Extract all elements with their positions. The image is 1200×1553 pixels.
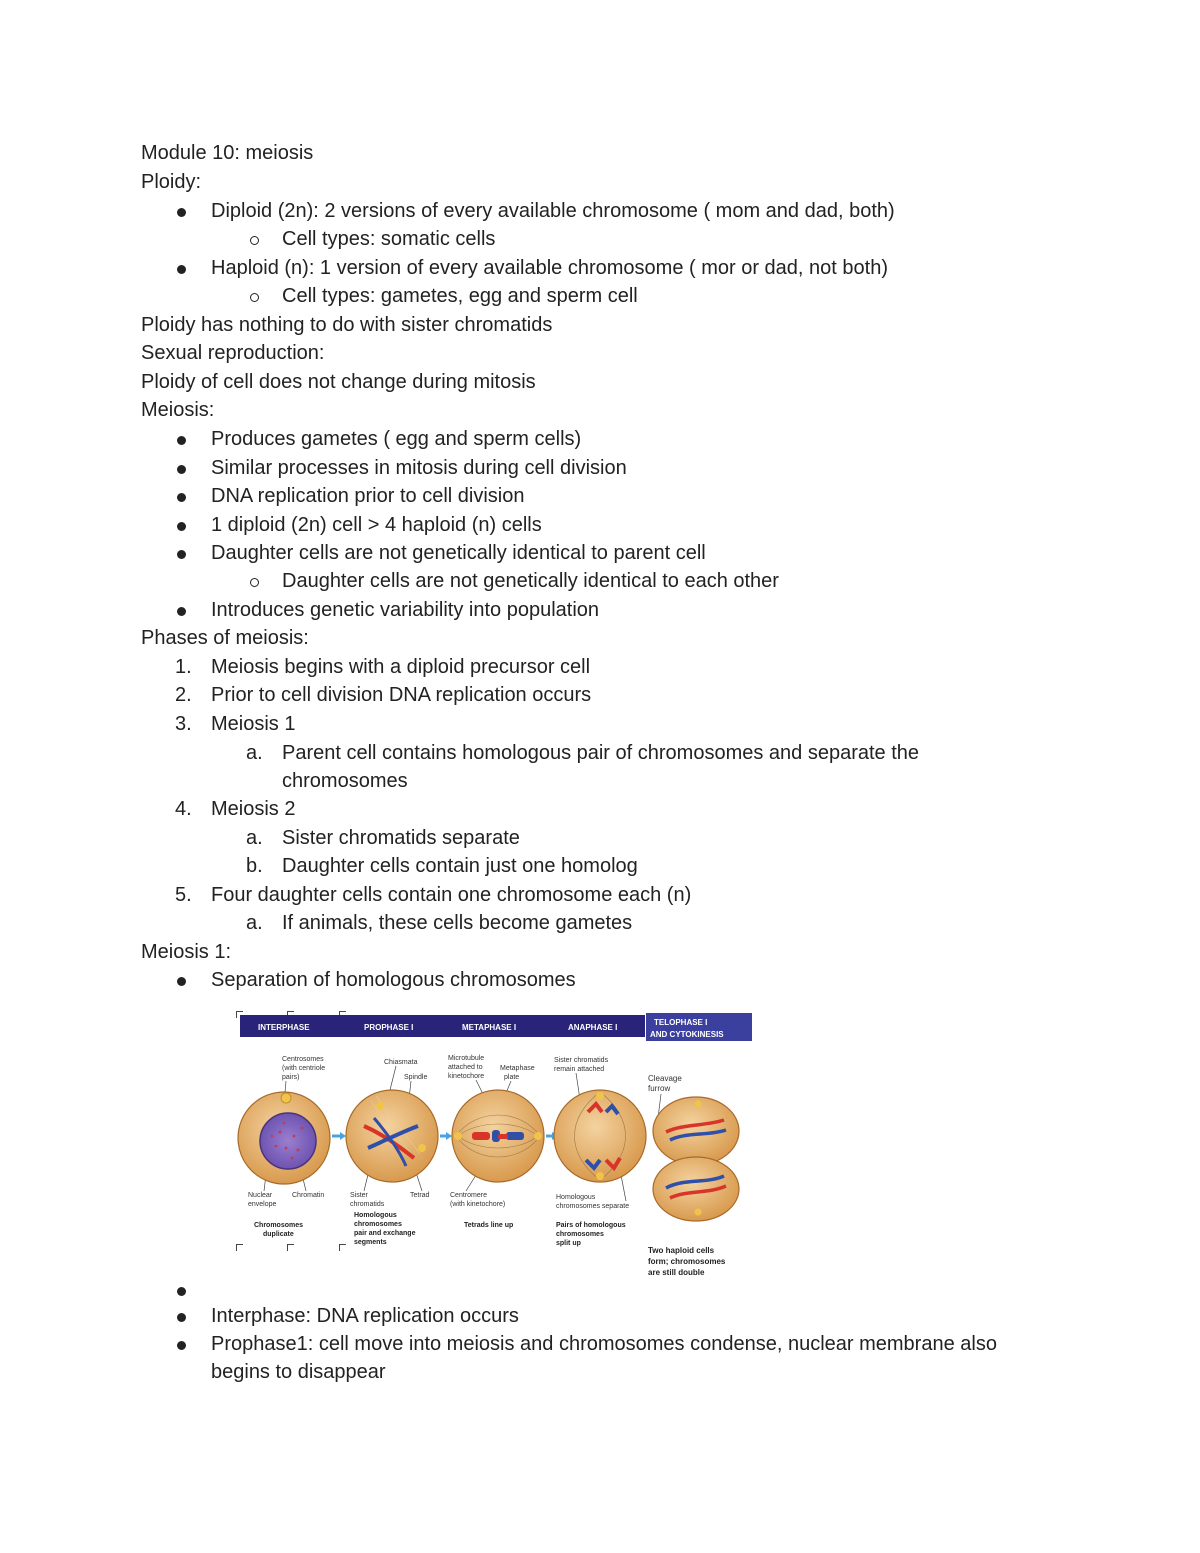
list-number: 2.	[175, 684, 192, 706]
label-centrosomes: Centrosomes	[282, 1056, 324, 1063]
label-chromatin: Chromatin	[292, 1192, 325, 1199]
meiosis-diagram	[236, 1008, 756, 1280]
phase-subitem-continued: chromosomes	[282, 770, 408, 792]
list-number: 1.	[175, 656, 192, 678]
label-centrosomes: (with centriole	[282, 1065, 326, 1072]
phase-item: Four daughter cells contain one chromosome each (n)	[211, 884, 692, 906]
list-item: DNA replication prior to cell division	[211, 485, 525, 507]
caption-tetrads-line-up: Tetrads line up	[464, 1222, 514, 1229]
list-number: 5.	[175, 884, 192, 906]
list-letter: b.	[246, 855, 263, 877]
bullet-icon	[177, 522, 186, 531]
caption-homologous-pair: Homologous	[354, 1212, 397, 1219]
phase-subitem: Daughter cells contain just one homolog	[282, 855, 638, 877]
label-homologous-separate: chromosomes separate	[556, 1203, 630, 1210]
caption-pairs-split: chromosomes	[556, 1231, 604, 1238]
label-sister-chromatids-remain: Sister chromatids	[554, 1057, 609, 1064]
bullet-icon	[177, 465, 186, 474]
phases-heading: Phases of meiosis:	[141, 627, 309, 649]
bullet-icon	[177, 607, 186, 616]
telophase-cells	[653, 1097, 739, 1221]
label-nuclear-envelope: envelope	[248, 1201, 277, 1208]
label-metaphase-plate: Metaphase	[500, 1065, 535, 1072]
bullet-icon	[177, 1313, 186, 1322]
bullet-icon	[177, 1341, 186, 1350]
header-telophase: TELOPHASE I	[654, 1018, 708, 1027]
caption-homologous-pair: pair and exchange	[354, 1230, 416, 1237]
anaphase-cell	[554, 1090, 646, 1182]
label-microtubule: kinetochore	[448, 1073, 485, 1080]
list-letter: a.	[246, 827, 263, 849]
bullet-icon	[177, 265, 186, 274]
caption-chromosomes-duplicate: duplicate	[263, 1231, 294, 1238]
list-letter: a.	[246, 912, 263, 934]
bullet-icon	[177, 493, 186, 502]
header-cytokinesis: AND CYTOKINESIS	[650, 1030, 724, 1039]
bullet-icon	[177, 550, 186, 559]
meiosis-heading: Meiosis:	[141, 399, 215, 421]
list-item: Separation of homologous chromosomes	[211, 969, 576, 991]
sexual-reproduction-heading: Sexual reproduction:	[141, 342, 325, 364]
bullet-icon	[177, 977, 186, 986]
label-spindle: Spindle	[404, 1074, 428, 1081]
phase-item: Meiosis 1	[211, 713, 296, 735]
list-subitem: Daughter cells are not genetically identical to each other	[282, 570, 779, 592]
list-item: 1 diploid (2n) cell > 4 haploid (n) cells	[211, 514, 542, 536]
bullet-icon	[177, 1287, 186, 1296]
header-interphase: INTERPHASE	[258, 1023, 310, 1032]
hollow-bullet-icon	[250, 578, 259, 587]
phase-subitem: If animals, these cells become gametes	[282, 912, 633, 934]
page-title: Module 10: meiosis	[141, 142, 314, 164]
phase-subitem: Sister chromatids separate	[282, 827, 520, 849]
label-cleavage-furrow: furrow	[648, 1084, 671, 1093]
hollow-bullet-icon	[250, 293, 259, 302]
list-item-continued: begins to disappear	[211, 1361, 386, 1383]
diploid-subitem: Cell types: somatic cells	[282, 228, 496, 250]
arrow-icon	[340, 1132, 346, 1140]
label-tetrad: Tetrad	[410, 1192, 430, 1199]
label-centromere: (with kinetochore)	[450, 1201, 506, 1208]
label-centrosomes: pairs)	[282, 1074, 300, 1081]
list-item: Interphase: DNA replication occurs	[211, 1305, 519, 1327]
label-chiasmata: Chiasmata	[384, 1059, 418, 1066]
caption-chromosomes-duplicate: Chromosomes	[254, 1222, 304, 1229]
phase-subitem: Parent cell contains homologous pair of chromosomes and separate the	[282, 742, 920, 764]
label-sister-chromatids-remain: remain attached	[554, 1066, 605, 1073]
phase-item: Prior to cell division DNA replication occurs	[211, 684, 592, 706]
header-anaphase: ANAPHASE I	[568, 1023, 618, 1032]
list-item: Prophase1: cell move into meiosis and chromosomes condense, nuclear membrane also	[211, 1333, 997, 1355]
list-item: Similar processes in mitosis during cell division	[211, 457, 627, 479]
label-microtubule: Microtubule	[448, 1055, 485, 1062]
label-sister-chromatids: Sister	[350, 1192, 368, 1199]
haploid-subitem: Cell types: gametes, egg and sperm cell	[282, 285, 638, 307]
caption-pairs-split: Pairs of homologous	[556, 1222, 626, 1229]
haploid-item: Haploid (n): 1 version of every available chromosome ( mor or dad, not both)	[211, 257, 888, 279]
list-number: 3.	[175, 713, 192, 735]
caption-two-haploid: Two haploid cells	[648, 1246, 715, 1255]
bullet-icon	[177, 436, 186, 445]
header-prophase: PROPHASE I	[364, 1023, 414, 1032]
header-metaphase: METAPHASE I	[462, 1023, 517, 1032]
label-cleavage-furrow: Cleavage	[648, 1074, 682, 1083]
meiosis1-heading: Meiosis 1:	[141, 941, 232, 963]
list-letter: a.	[246, 742, 263, 764]
phase-item: Meiosis begins with a diploid precursor cell	[211, 656, 591, 678]
metaphase-cell	[452, 1090, 544, 1182]
list-item: Produces gametes ( egg and sperm cells)	[211, 428, 582, 450]
caption-pairs-split: split up	[556, 1240, 581, 1247]
interphase-cell	[238, 1092, 330, 1184]
label-nuclear-envelope: Nuclear	[248, 1192, 273, 1199]
label-centromere: Centromere	[450, 1192, 487, 1199]
caption-two-haploid: are still double	[648, 1268, 705, 1277]
diploid-item: Diploid (2n): 2 versions of every available chromosome ( mom and dad, both)	[211, 200, 895, 222]
label-sister-chromatids: chromatids	[350, 1201, 385, 1208]
caption-homologous-pair: chromosomes	[354, 1221, 402, 1228]
hollow-bullet-icon	[250, 236, 259, 245]
phase-item: Meiosis 2	[211, 798, 296, 820]
label-metaphase-plate: plate	[504, 1074, 520, 1081]
list-item: Daughter cells are not genetically identical to parent cell	[211, 542, 706, 564]
caption-two-haploid: form; chromosomes	[648, 1257, 726, 1266]
list-item: Introduces genetic variability into population	[211, 599, 600, 621]
arrow-icon	[446, 1132, 452, 1140]
mitosis-note: Ploidy of cell does not change during mitosis	[141, 371, 536, 393]
caption-homologous-pair: segments	[354, 1239, 387, 1246]
ploidy-heading: Ploidy:	[141, 171, 202, 193]
label-microtubule: attached to	[448, 1064, 483, 1071]
bullet-icon	[177, 208, 186, 217]
label-homologous-separate: Homologous	[556, 1194, 596, 1201]
prophase-cell	[346, 1090, 438, 1182]
list-number: 4.	[175, 798, 192, 820]
ploidy-note: Ploidy has nothing to do with sister chromatids	[141, 314, 553, 336]
